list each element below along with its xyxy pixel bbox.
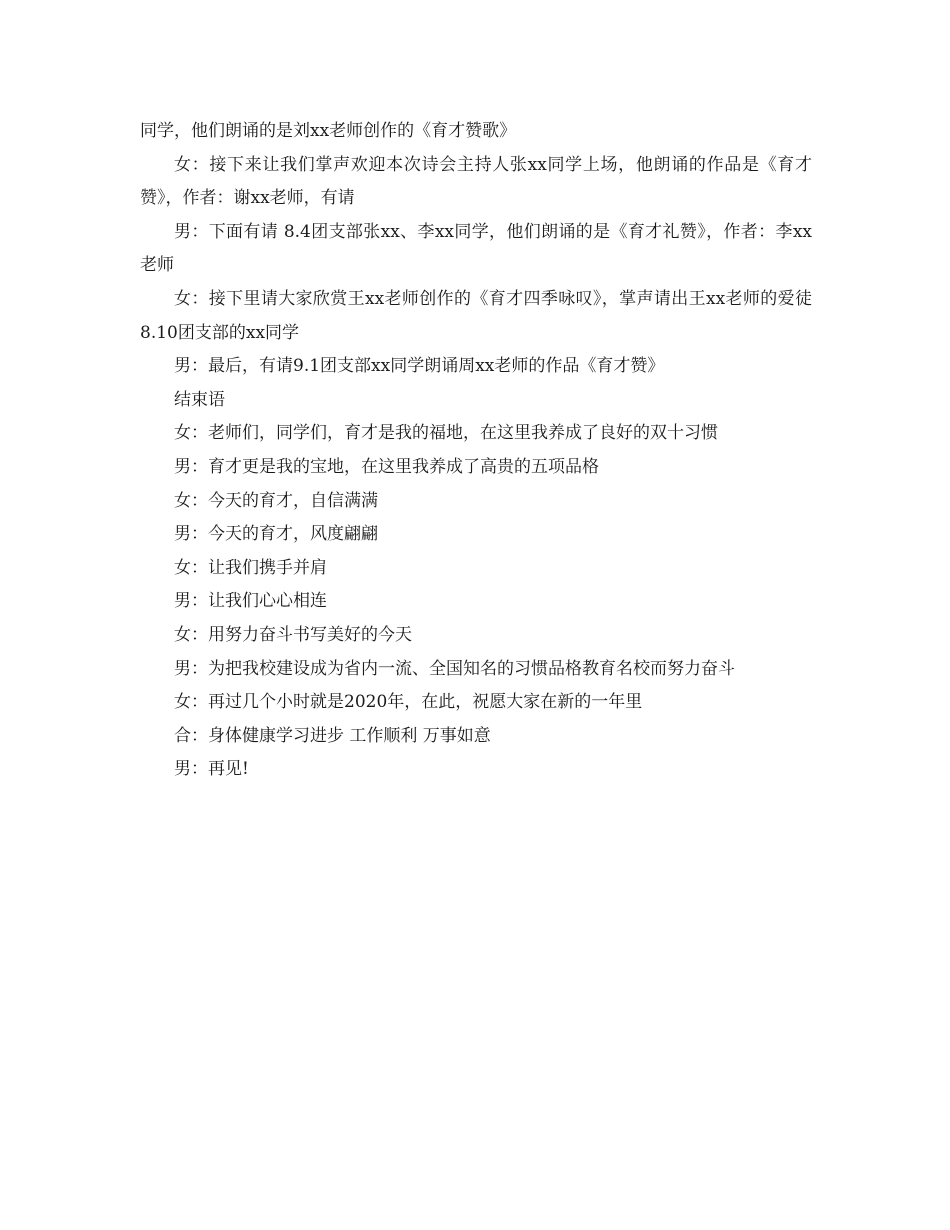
closing-line: 男：育才更是我的宝地，在这里我养成了高贵的五项品格	[174, 456, 599, 477]
closing-line: 女：让我们携手并肩	[174, 557, 327, 578]
closing-line: 女：今天的育才，自信满满	[174, 490, 378, 511]
paragraph-four-seasons: 女：接下里请大家欣赏王xx老师创作的《育才四季咏叹》，掌声请出王xx老师的爱徒8.10团支部的xx同学	[140, 288, 812, 343]
paragraph-continuation: 同学，他们朗诵的是刘xx老师创作的《育才赞歌》	[140, 121, 517, 141]
section-heading-closing: 结束语	[174, 389, 225, 410]
closing-line: 女：老师们，同学们，育才是我的福地，在这里我养成了良好的双十习惯	[174, 423, 718, 444]
closing-line: 合：身体健康学习进步 工作顺利 万事如意	[174, 725, 491, 746]
closing-line: 男：今天的育才，风度翩翩	[174, 524, 378, 545]
closing-line: 男：让我们心心相连	[174, 591, 327, 612]
paragraph-final-reader: 男：最后，有请9.1团支部xx同学朗诵周xx老师的作品《育才赞》	[174, 356, 665, 377]
document-body	[140, 115, 812, 787]
closing-line: 男：为把我校建设成为省内一流、全国知名的习惯品格教育名校而努力奋斗	[174, 658, 735, 679]
closing-line: 女：用努力奋斗书写美好的今天	[174, 624, 412, 645]
paragraph-next-reader: 男：下面有请 8.4团支部张xx、李xx同学，他们朗诵的是《育才礼赞》，作者：李xx老师	[140, 221, 812, 276]
closing-line-farewell: 男：再见!	[174, 759, 249, 780]
closing-line: 女：再过几个小时就是2020年，在此，祝愿大家在新的一年里	[174, 692, 643, 713]
paragraph-host-introduction: 女：接下来让我们掌声欢迎本次诗会主持人张xx同学上场，他朗诵的作品是《育才赞》，作者：谢xx老师，有请	[140, 154, 812, 209]
